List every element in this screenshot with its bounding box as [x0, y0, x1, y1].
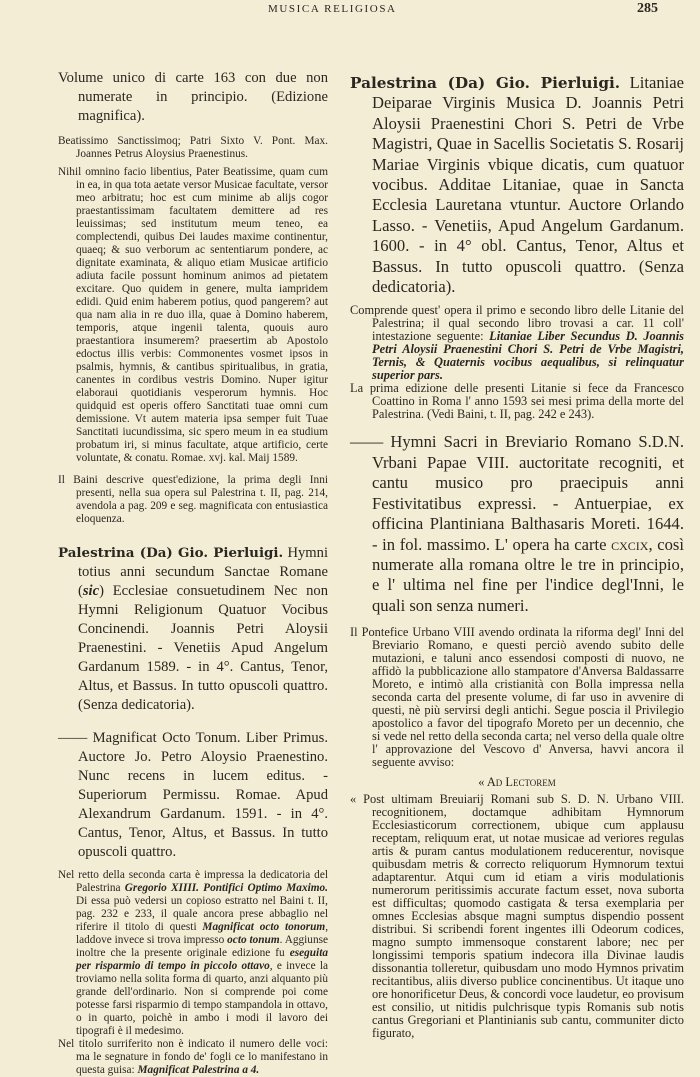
italic-text: Magnificat Palestrina a 4. [137, 1064, 260, 1076]
text-run: Il Pontefice Urbano VIII avendo ordinata la riforma degl' Inni del Breviario Romano, e questi perciò avendo subito delle mutazioni, e taluni anco essendosi composti di nuovo, ne affidò la pubblicazione allo stampatore d'Anversa Baldassarre Moreto, e intimò alla cristianità con Bolla impressa nella seconda carta del presente volume, di far uso in avvenire di questi, nè più servirsi degli antichi. Segue poscia il Privilegio apostolico a favor del tipografo Moreto per un decennio, che si vede nel retto della seconda carta; nel verso della quale oltre l' approvazione del Vescovo d' Anversa, havvi ancora il seguente avviso: [350, 625, 684, 770]
text-run: Litaniae Deiparae Virginis Musica D. Joannis Petri Aloysii Praenestini Chori S. Petri de Vrbe Magistri, Quae in Sacellis Societatis S. Rosarij Mariae Virginis vbique dicatis, cum quatuor vocibus. Additae Litaniae, quae in Sancta Ecclesia Lauretana vtuntur. Auctore Orlando Lasso. - Venetiis, Apud Angelum Gardanum. 1600. - in 4° obl. Cantus, Tenor, Altus et Bassus. In tutto opuscoli quattro. (Senza dedicatoria). [372, 73, 684, 297]
text-run: Il Baini descrive quest'edizione, la prima degli Inni presenti, nella sua opera sul Palestrina t. II, pag. 214, avendola a pag. 209 e seg. magnificata con entusiastica eloquenza. [58, 474, 328, 525]
text-run: La prima edizione delle presenti Litanie si fece da Francesco Coattino in Roma l' anno 1593 sei mesi prima della morte del Palestrina. (Vedi Baini, t. II, pag. 242 e 243). [350, 381, 684, 422]
italic-text: Litaniae Liber Secundus D. Joannis Petri Aloysii Praenestini Chori S. Petri de Vrbe Magistri, Ternis, & Quaternis vocibus aequalibus, si relinquatur superior pars. [372, 329, 684, 383]
running-title: MUSICA RELIGIOSA [268, 3, 397, 15]
ad-lectorem-text [350, 793, 684, 1040]
dedication-heading [58, 135, 328, 161]
text-run: —— Magnificat Octo Tonum. Liber Primus. Auctore Jo. Petro Aloysio Praenestino. Nunc recens in lucem editus. - Superiorum Permissu. Romae. Apud Alexandrum Gardanum. 1591. - in 4°. Cantus, Tenor, Altus, et Bassus. In tutto opuscoli quattro. [58, 730, 328, 860]
entry-author: Palestrina (Da) Gio. Pierluigi. [58, 545, 284, 561]
text-run: Comprende quest' opera il primo e secondo libro delle Litanie del Palestrina; il qual secondo libro trovasi a car. 11 coll' intestazione seguente: [350, 303, 684, 344]
magnificat-note-2 [58, 1038, 328, 1077]
italic-text: Magnificat octo tonorum [202, 921, 326, 933]
italic-text: sic [82, 583, 100, 599]
text-run: cxcix [611, 534, 649, 554]
text-run: Hymni totius anni secundum Sanctae Romane ( [78, 545, 328, 599]
entry-hymni-sacri-1644 [350, 432, 684, 616]
italic-text: Gregorio XIIII. Pontifici Optimo Maximo. [124, 882, 329, 894]
entry-volume-note [58, 69, 328, 126]
text-run: —— Hymni Sacri in Breviario Romano S.D.N. Vrbani Papae VIII. auctoritate recogniti, et cantu musico pro praecipuis anni Festivitatibus expressi. - Antuerpiae, ex officina Plantiniana Balthasaris Moreti. 1644. - in fol. massimo. L' opera ha carte [350, 432, 684, 554]
text-run: « Ad Lectorem [478, 775, 556, 790]
ad-lectorem-heading [350, 776, 684, 789]
litaniae-note-1 [350, 304, 684, 382]
text-run: ) Ecclesiae consuetudinem Nec non Hymni Religionum Quatuor Vocibus Concinendi. Joannis Petri Aloysii Praenestini. - Venetiis Apud Angelum Gardanum 1589. - in 4°. Cantus, Tenor, Altus, et Bassus. In tutto opuscoli quattro. (Senza dedicatoria). [78, 583, 328, 713]
page-number: 285 [637, 1, 658, 16]
hymni-sacri-note [350, 626, 684, 769]
text-run: Volume unico di carte 163 con due non numerate in principio. (Edizione magnifica). [58, 70, 328, 124]
left-column [58, 69, 328, 1077]
entry-hymni-1589 [58, 544, 328, 715]
text-run: , laddove invece si trova impresso [76, 921, 329, 946]
italic-text: eseguita per risparmio di tempo in piccolo ottavo [76, 947, 328, 972]
text-run: Beatissimo Sanctissimoq; Patri Sixto V. Pont. Max. Joannes Petrus Aloysius Praenestinus. [58, 135, 328, 160]
entry-author: Palestrina (Da) Gio. Pierluigi. [350, 74, 621, 92]
text-run: Nihil omnino facio libentius, Pater Beatissime, quam cum in ea, in qua tota aetate versor Musicae facultate, versor meo arbitratu; hoc est cum minime ab alijs cogor praestantissimam facultatem demittere ad res leuissimas; sed institutum meum teneo, ea complectendi, quibus Dei laudes maxime continentur, quaeq; & suo verborum ac sententiarum pondere, ac dignitate examinata, & aliquo etiam Musicae artificio adiuta facile possunt hominum animos ad pietatem excitare. Quo quidem in genere, multa iampridem edidi. Quid enim haberem potius, quod pangerem? aut qua nam alia in re duo illa, quae à Domino haberem, temporis, atque ingenii talenta, quouis auro praestantiora insumerem? praesertim ab Apostolo edoctus illis verbis: Commonentes vosmet ipsos in psalmis, hymnis, & cantibus spiritualibus, in gratia, canentes in cordibus vestris Domino. Nuper igitur elaboraui quotidianis vesperorum hymnis. Hoc quidquid est operis offero Sanctitati tuae omni cum demissione. Vt autem materia ipsa semper fuit Tuae Sanctitati iucundissima, sic spero meum in ea studium probatum iri, si minus facultate, atque artificio, certe voluntate, & conatu. Romae. xvj. kal. Maij 1589. [58, 166, 328, 464]
text-run: . Aggiunse inoltre che la presente originale edizione fu [76, 934, 329, 959]
text-run: Nel titolo surriferito non è indicato il numero delle voci: ma le segnature in fondo de' fogli ce lo manifestano in questa guisa: [58, 1038, 328, 1076]
right-column [350, 73, 684, 1040]
text-run: Di essa può vedersi un copioso estratto nel Baini t. II, pag. 232 e 233, il quale ancora prese abbaglio nel riferire il titolo di questi [76, 895, 328, 933]
italic-text: octo tonum [227, 934, 280, 946]
text-run: Nel retto della seconda carta è impressa la dedicatoria del Palestrina [58, 869, 328, 894]
text-run: , così numerate alla romana oltre le tre in principio, e l' ultima nel fine per l'indice degl'Inni, le quali son senza numeri. [372, 534, 684, 615]
text-run: , e invece la troviamo nella solita forma di quarto, anzi alquanto più grande dell'ordinario. Non si comprende poi come potesse farsi risparmio di tempo stampandola in ottavo, o in quarto, poichè in ambo i modi il lavoro dei tipografi è il medesimo. [76, 960, 328, 1037]
text-run: « Post ultimam Breuiarij Romani sub S. D. N. Urbano VIII. recognitionem, doctamque adhibitam Hymnorum Ecclesiasticorum correctionem, ubique cum applausu receptam, reliquum erat, ut notae musicae ad veriores regulas artis & puram cantus modulationem reducerentur, novisque quibusdam metris & correcto reliquorum Hymnorum textui adaptarentur. Atqui cum id etiam a viris modulationis numerorum peritissimis accurate factum esset, nova suborta est difficultas; quomodo castigata & tersa exemplaria per omnes Ecclesias absque magni sumptus dispendio possent distribui. Si scribendi forent ingentes illi Odeorum codices, magno sumpto immensoque constarent labore; nec per longissimi temporis spatium indecora illa Divinae laudis dissonantia tolleretur, quibusdam uno modo Hymnos privatim recitantibus, aliis diverso publice concinentibus. Ut itaque uno ore honorificetur Deus, & concordi voce laudetur, eo provisum est consilio, ut nitidis pulchrisque typis Romanis sub notis cantus Gregoriani et Plantinianis sub cantu, communiter dicto figurato, [350, 792, 684, 1041]
entry-litaniae-1600 [350, 73, 684, 297]
dedication-letter [58, 166, 328, 465]
baini-note [58, 474, 328, 526]
magnificat-note-1 [58, 869, 328, 1038]
litaniae-note-2 [350, 382, 684, 421]
entry-magnificat-1591 [58, 729, 328, 862]
